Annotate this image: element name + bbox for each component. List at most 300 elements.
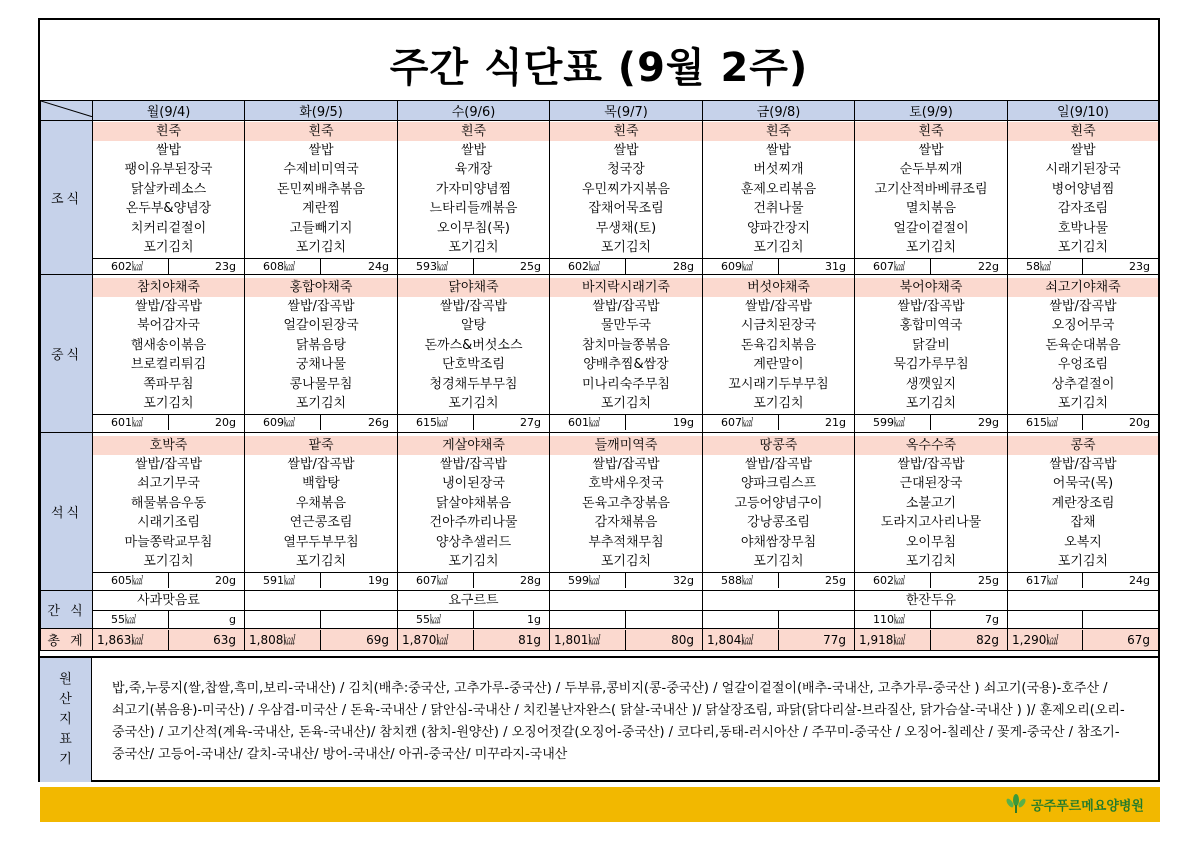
dish: 포기김치 — [295, 240, 347, 255]
total-protein: 69g — [366, 632, 389, 647]
dish: 포기김치 — [753, 240, 804, 255]
dish: 쌀밥/잡곡밥 — [897, 298, 965, 314]
dinner-cell — [93, 433, 245, 591]
snack-cell — [703, 591, 855, 629]
nutrition — [550, 414, 702, 430]
total-cell — [245, 629, 398, 651]
dish: 치커리겉절이 — [130, 220, 207, 236]
nutrition — [245, 572, 397, 588]
dish: 단호박조림 — [442, 357, 505, 372]
dish: 궁채나물 — [295, 357, 347, 372]
total-cell — [550, 629, 703, 651]
dish: 포기김치 — [448, 396, 499, 411]
day-header: 화(9/5) — [245, 101, 398, 121]
porridge: 바지락시래기죽 — [550, 278, 702, 297]
dish: 생깻잎지 — [905, 376, 957, 392]
protein — [321, 611, 397, 628]
dish: 마늘쫑락교무침 — [124, 534, 213, 550]
protein: 23g — [1129, 259, 1150, 273]
dish: 잡채어묵조림 — [588, 201, 664, 216]
origin-label-char: 산 — [59, 692, 72, 707]
menu-sheet — [38, 18, 1160, 782]
dish: 청경채두부무침 — [429, 376, 518, 392]
dish: 닭볶음탕 — [295, 337, 347, 353]
dish: 오이무침(목) — [437, 220, 510, 236]
protein: 1g — [527, 612, 541, 626]
total-cell — [703, 629, 855, 651]
snack-name — [703, 592, 854, 611]
porridge: 흰죽 — [855, 122, 1007, 141]
dish: 쌀밥/잡곡밥 — [744, 456, 813, 472]
protein: 25g — [520, 259, 541, 273]
nutrition — [93, 258, 244, 274]
calories: 601㎉ — [93, 415, 169, 430]
dish: 꼬시래기두부무침 — [728, 376, 829, 392]
dish: 포기김치 — [1057, 554, 1109, 569]
dish: 열무두부무침 — [283, 534, 359, 550]
nutrition — [245, 258, 397, 274]
dish: 냉이된장국 — [442, 476, 505, 491]
nutrition — [855, 414, 1007, 430]
calories: 602㎉ — [550, 259, 626, 274]
breakfast-cell — [398, 121, 550, 275]
dish: 고들빼기지 — [289, 220, 353, 236]
protein: 19g — [368, 573, 389, 587]
nutrition — [855, 258, 1007, 274]
origin-label — [40, 658, 92, 782]
protein: 21g — [825, 415, 846, 429]
dish: 포기김치 — [905, 554, 957, 569]
protein: 20g — [1129, 415, 1150, 429]
dish: 햄새송이볶음 — [130, 337, 207, 353]
dish: 잡채 — [1070, 515, 1096, 530]
dish: 쌀밥/잡곡밥 — [439, 456, 508, 472]
snack-cell — [855, 591, 1008, 629]
nutrition — [703, 572, 854, 588]
leaf-icon — [1005, 794, 1027, 814]
dish: 해물볶음우동 — [130, 495, 207, 511]
total-calories: 1,870㎉ — [398, 630, 474, 650]
dish: 쌀밥 — [155, 142, 182, 158]
dish: 오이무침 — [905, 534, 957, 550]
dish: 양상추샐러드 — [435, 534, 512, 550]
porridge: 호박죽 — [93, 436, 244, 455]
dish: 쌀밥/잡곡밥 — [134, 298, 203, 314]
protein: 22g — [978, 259, 999, 273]
protein: 25g — [825, 573, 846, 587]
calories: 607㎉ — [398, 573, 474, 588]
dish: 브로컬리튀김 — [130, 357, 207, 372]
dish: 쇠고기무국 — [137, 476, 200, 491]
dinner-cell — [703, 433, 855, 591]
dish: 참치마늘쫑볶음 — [582, 337, 670, 353]
day-header-row — [41, 101, 1159, 121]
protein: 24g — [368, 259, 389, 273]
dish: 강낭콩조림 — [747, 515, 810, 530]
dish: 오징어무국 — [1051, 318, 1115, 333]
page-title: 주간 식단표 (9월 2주) — [389, 45, 809, 91]
origin-text: 밥,죽,누룽지(쌀,찹쌀,흑미,보리-국내산) / 김치(배추:중국산, 고추가루-중국산) / 두부류,콩비지(콩-중국산) / 얼갈이겉절이(배추-국내산, 고추가루-중국산 ) 쇠고기(국용)-호주산 / 쇠고기(볶음용)-미국산) / 우삼겹-미국산 / 돈육-국내산 / 닭안심-국내산 / 치킨볼난자완스( 닭살-국내산 )/ 닭살장조림, 파닭(닭다리살-브라질산, 닭가슴살-국내산 ) )/ 훈제오리(오리-중국산) / 고기산적(계육-국내산, 돈육-국내산)/ 참치캔 (참치-원양산) / 오징어젓갈(오징어-중국산) / 코다리,동태-러시아산 / 주꾸미-중국산 / 오징어-칠레산 / 꽃게-중국산 / 참조기-중국산/ 고등어-국내산/ 갈치-국내산/ 방어-국내산/ 아귀-중국산/ 미꾸라지-국내산 — [112, 681, 1125, 762]
breakfast-cell — [550, 121, 703, 275]
protein: 23g — [215, 259, 236, 273]
dish: 쌀밥 — [918, 142, 944, 158]
dinner-row — [41, 433, 1159, 591]
day-header: 목(9/7) — [550, 101, 703, 121]
snack-cell — [1008, 591, 1159, 629]
calories: 110㎉ — [855, 611, 931, 628]
protein — [1083, 611, 1158, 628]
snack-nutrition — [855, 611, 1007, 628]
breakfast-label: 조식 — [41, 121, 93, 275]
dinner-cell — [245, 433, 398, 591]
dish: 포기김치 — [448, 240, 499, 255]
dish: 백합탕 — [302, 476, 340, 491]
total-values — [245, 630, 397, 650]
origin-section — [40, 656, 1158, 782]
dish: 양파간장지 — [747, 220, 810, 236]
dish: 포기김치 — [600, 554, 652, 569]
breakfast-cell — [245, 121, 398, 275]
dish: 북어감자국 — [137, 318, 200, 333]
snack-cell — [550, 591, 703, 629]
menu-table — [40, 100, 1159, 651]
dish: 쌀밥/잡곡밥 — [287, 298, 355, 314]
porridge: 팥죽 — [245, 436, 397, 455]
dish: 양배추찜&쌈장 — [583, 357, 669, 372]
dish: 묵김가루무침 — [893, 357, 969, 372]
snack-cell — [93, 591, 245, 629]
lunch-cell — [398, 275, 550, 433]
porridge: 흰죽 — [398, 122, 549, 141]
dish: 연근콩조림 — [289, 515, 353, 530]
day-header: 월(9/4) — [93, 101, 245, 121]
protein: 27g — [520, 415, 541, 429]
dinner-label: 석식 — [41, 433, 93, 591]
total-protein: 82g — [976, 632, 999, 647]
dish: 닭살카레소스 — [130, 181, 207, 197]
protein — [626, 611, 702, 628]
dish: 쌀밥 — [765, 142, 792, 158]
dish: 포기김치 — [295, 554, 347, 569]
day-header: 금(9/8) — [703, 101, 855, 121]
dish: 호박새우젓국 — [588, 476, 664, 491]
snack-label: 간 식 — [41, 591, 93, 629]
dish: 느타리들깨볶음 — [429, 201, 518, 216]
dish: 순두부찌개 — [899, 162, 963, 177]
dish: 오복지 — [1064, 534, 1102, 550]
dish: 청국장 — [607, 162, 645, 177]
calories — [245, 611, 321, 628]
dish: 계란찜 — [302, 201, 340, 216]
total-values — [1008, 630, 1158, 650]
calories: 55㎉ — [398, 611, 474, 628]
protein: 29g — [978, 415, 999, 429]
calories: 602㎉ — [855, 573, 931, 588]
total-protein: 63g — [213, 632, 236, 647]
dish: 포기김치 — [143, 240, 194, 255]
total-protein: 81g — [518, 632, 541, 647]
protein: 31g — [825, 259, 846, 273]
nutrition — [93, 572, 244, 588]
protein: 25g — [978, 573, 999, 587]
total-protein: 67g — [1127, 632, 1150, 647]
dish: 포기김치 — [1057, 396, 1109, 411]
dish: 우민찌가지볶음 — [582, 181, 670, 197]
porridge: 홍합야채죽 — [245, 278, 397, 297]
lunch-label: 중식 — [41, 275, 93, 433]
calories: 58㎉ — [1008, 259, 1083, 274]
dish: 시래기된장국 — [1045, 162, 1121, 177]
snack-cell — [398, 591, 550, 629]
dish: 닭살야채볶음 — [435, 495, 512, 511]
calories: 593㎉ — [398, 259, 474, 274]
calories: 607㎉ — [855, 259, 931, 274]
total-cell — [1008, 629, 1159, 651]
total-calories: 1,801㎉ — [550, 630, 626, 650]
snack-nutrition — [703, 611, 854, 628]
origin-label-char: 지 — [59, 712, 72, 727]
dish: 포기김치 — [143, 396, 194, 411]
nutrition — [398, 572, 549, 588]
day-header: 일(9/10) — [1008, 101, 1159, 121]
lunch-cell — [245, 275, 398, 433]
porridge: 버섯야채죽 — [703, 278, 854, 297]
dish: 포기김치 — [143, 554, 194, 569]
dish: 소불고기 — [905, 495, 957, 511]
dish: 쪽파무침 — [143, 376, 194, 392]
porridge: 콩죽 — [1008, 436, 1158, 455]
nutrition — [1008, 414, 1158, 430]
dish: 버섯찌개 — [753, 162, 804, 177]
dish: 쌀밥/잡곡밥 — [1049, 456, 1117, 472]
dish: 홍합미역국 — [899, 318, 963, 333]
dish: 쌀밥/잡곡밥 — [287, 456, 355, 472]
dish: 물만두국 — [600, 318, 652, 333]
snack-name — [245, 592, 397, 611]
snack-name — [1008, 592, 1158, 611]
calories: 615㎉ — [1008, 415, 1083, 430]
snack-cell — [245, 591, 398, 629]
nutrition — [1008, 572, 1158, 588]
dish: 콩나물무침 — [289, 376, 353, 392]
calories: 609㎉ — [245, 415, 321, 430]
dish: 훈제오리볶음 — [740, 181, 817, 197]
calories: 601㎉ — [550, 415, 626, 430]
dish: 감자채볶음 — [594, 515, 658, 530]
breakfast-cell — [93, 121, 245, 275]
dish: 돈육순대볶음 — [1045, 337, 1121, 353]
porridge: 흰죽 — [1008, 122, 1158, 141]
protein: 20g — [215, 573, 236, 587]
nutrition — [550, 258, 702, 274]
origin-label-char: 기 — [59, 752, 72, 767]
breakfast-cell — [703, 121, 855, 275]
dish: 돈육고추장볶음 — [582, 495, 670, 511]
dish: 호박나물 — [1057, 220, 1109, 236]
dish: 시금치된장국 — [740, 318, 817, 333]
nutrition — [855, 572, 1007, 588]
total-protein: 77g — [823, 632, 846, 647]
nutrition — [703, 414, 854, 430]
dish: 육개장 — [454, 162, 493, 177]
snack-name: 요구르트 — [398, 592, 549, 611]
dish: 멸치볶음 — [905, 201, 957, 216]
dinner-cell — [855, 433, 1008, 591]
dinner-cell — [1008, 433, 1159, 591]
porridge: 닭야채죽 — [398, 278, 549, 297]
lunch-cell — [93, 275, 245, 433]
day-header: 수(9/6) — [398, 101, 550, 121]
snack-row — [41, 591, 1159, 629]
origin-label-char: 원 — [59, 672, 72, 687]
dish: 쌀밥/잡곡밥 — [1049, 298, 1117, 314]
dish: 알탕 — [460, 318, 487, 333]
dish: 쌀밥/잡곡밥 — [592, 298, 660, 314]
nutrition — [398, 414, 549, 430]
dish: 병어양념찜 — [1051, 181, 1115, 197]
dish: 건취나물 — [753, 201, 804, 216]
lunch-cell — [550, 275, 703, 433]
dish: 가자미양념찜 — [435, 181, 512, 197]
calories: 55㎉ — [93, 611, 169, 628]
total-label: 총 계 — [41, 629, 93, 651]
protein: 28g — [673, 259, 694, 273]
nutrition — [703, 258, 854, 274]
dish: 포기김치 — [600, 240, 652, 255]
nutrition — [93, 414, 244, 430]
protein: 19g — [673, 415, 694, 429]
dinner-cell — [550, 433, 703, 591]
dish: 양파크림스프 — [740, 476, 817, 491]
dish: 쌀밥 — [613, 142, 639, 158]
dish: 시래기조림 — [137, 515, 200, 530]
dish: 온두부&양념장 — [125, 201, 212, 216]
total-cell — [855, 629, 1008, 651]
calories: 617㎉ — [1008, 573, 1083, 588]
dish: 포기김치 — [753, 396, 804, 411]
day-header: 토(9/9) — [855, 101, 1008, 121]
porridge: 흰죽 — [245, 122, 397, 141]
breakfast-row — [41, 121, 1159, 275]
calories: 602㎉ — [93, 259, 169, 274]
protein: 24g — [1129, 573, 1150, 587]
nutrition — [550, 572, 702, 588]
dish: 포기김치 — [448, 554, 499, 569]
calories: 588㎉ — [703, 573, 779, 588]
dish: 고등어양념구이 — [734, 495, 823, 511]
dish: 계란장조림 — [1051, 495, 1115, 511]
dish: 미나리숙주무침 — [582, 376, 670, 392]
snack-nutrition — [398, 611, 549, 628]
dish: 야채쌈장무침 — [740, 534, 817, 550]
dish: 돈민찌배추볶음 — [277, 181, 365, 197]
total-cell — [93, 629, 245, 651]
nutrition — [398, 258, 549, 274]
dish: 돈육김치볶음 — [740, 337, 817, 353]
protein: 32g — [673, 573, 694, 587]
total-calories: 1,290㎉ — [1008, 630, 1083, 650]
total-values — [398, 630, 549, 650]
calories: 599㎉ — [855, 415, 931, 430]
dish: 무생채(토) — [595, 220, 657, 236]
lunch-cell — [855, 275, 1008, 433]
porridge: 흰죽 — [93, 122, 244, 141]
total-calories: 1,804㎉ — [703, 630, 779, 650]
snack-name: 사과맛음료 — [93, 592, 244, 611]
dish: 얼갈이된장국 — [283, 318, 359, 333]
snack-name — [550, 592, 702, 611]
dish: 우채볶음 — [295, 495, 347, 511]
snack-nutrition — [1008, 611, 1158, 628]
dish: 쌀밥/잡곡밥 — [744, 298, 813, 314]
nutrition — [245, 414, 397, 430]
dish: 포기김치 — [295, 396, 347, 411]
dish: 건아주까리나물 — [429, 515, 518, 530]
total-values — [703, 630, 854, 650]
calories: 607㎉ — [703, 415, 779, 430]
porridge: 북어야채죽 — [855, 278, 1007, 297]
total-row — [41, 629, 1159, 651]
dish: 포기김치 — [905, 240, 957, 255]
dish: 쌀밥 — [1070, 142, 1096, 158]
snack-name: 한잔두유 — [855, 592, 1007, 611]
calories: 609㎉ — [703, 259, 779, 274]
footer-bar — [40, 787, 1160, 822]
total-calories: 1,808㎉ — [245, 630, 321, 650]
calories: 608㎉ — [245, 259, 321, 274]
snack-nutrition — [245, 611, 397, 628]
snack-nutrition — [93, 611, 244, 628]
dish: 포기김치 — [600, 396, 652, 411]
lunch-cell — [1008, 275, 1159, 433]
protein: 20g — [215, 415, 236, 429]
breakfast-cell — [1008, 121, 1159, 275]
hospital-name: 공주푸르메요양병원 — [1030, 798, 1144, 814]
total-values — [93, 630, 244, 650]
dish: 수제비미역국 — [283, 162, 359, 177]
dish: 돈까스&버섯소스 — [424, 337, 523, 353]
dish: 우엉조림 — [1057, 357, 1109, 372]
total-values — [550, 630, 702, 650]
dish: 팽이유부된장국 — [124, 162, 213, 177]
dish: 쌀밥/잡곡밥 — [592, 456, 660, 472]
nutrition — [1008, 258, 1158, 274]
dish: 얼갈이겉절이 — [893, 220, 969, 236]
protein: 7g — [985, 612, 999, 626]
origin-label-char: 표 — [59, 732, 72, 747]
dish: 포기김치 — [753, 554, 804, 569]
lunch-row — [41, 275, 1159, 433]
dish: 쌀밥/잡곡밥 — [439, 298, 508, 314]
porridge: 옥수수죽 — [855, 436, 1007, 455]
dish: 닭갈비 — [912, 337, 950, 353]
dish: 부추적채무침 — [588, 534, 664, 550]
dish: 쌀밥 — [308, 142, 334, 158]
porridge: 쇠고기야채죽 — [1008, 278, 1158, 297]
dish: 고기산적바베큐조림 — [874, 181, 988, 197]
calories — [550, 611, 626, 628]
dish: 포기김치 — [905, 396, 957, 411]
dish: 쌀밥/잡곡밥 — [897, 456, 965, 472]
porridge: 들깨미역죽 — [550, 436, 702, 455]
porridge: 흰죽 — [550, 122, 702, 141]
protein — [779, 611, 855, 628]
calories — [703, 611, 779, 628]
hospital-logo — [1005, 794, 1144, 814]
dish: 포기김치 — [1057, 240, 1109, 255]
total-values — [855, 630, 1007, 650]
dish: 감자조림 — [1057, 201, 1109, 216]
